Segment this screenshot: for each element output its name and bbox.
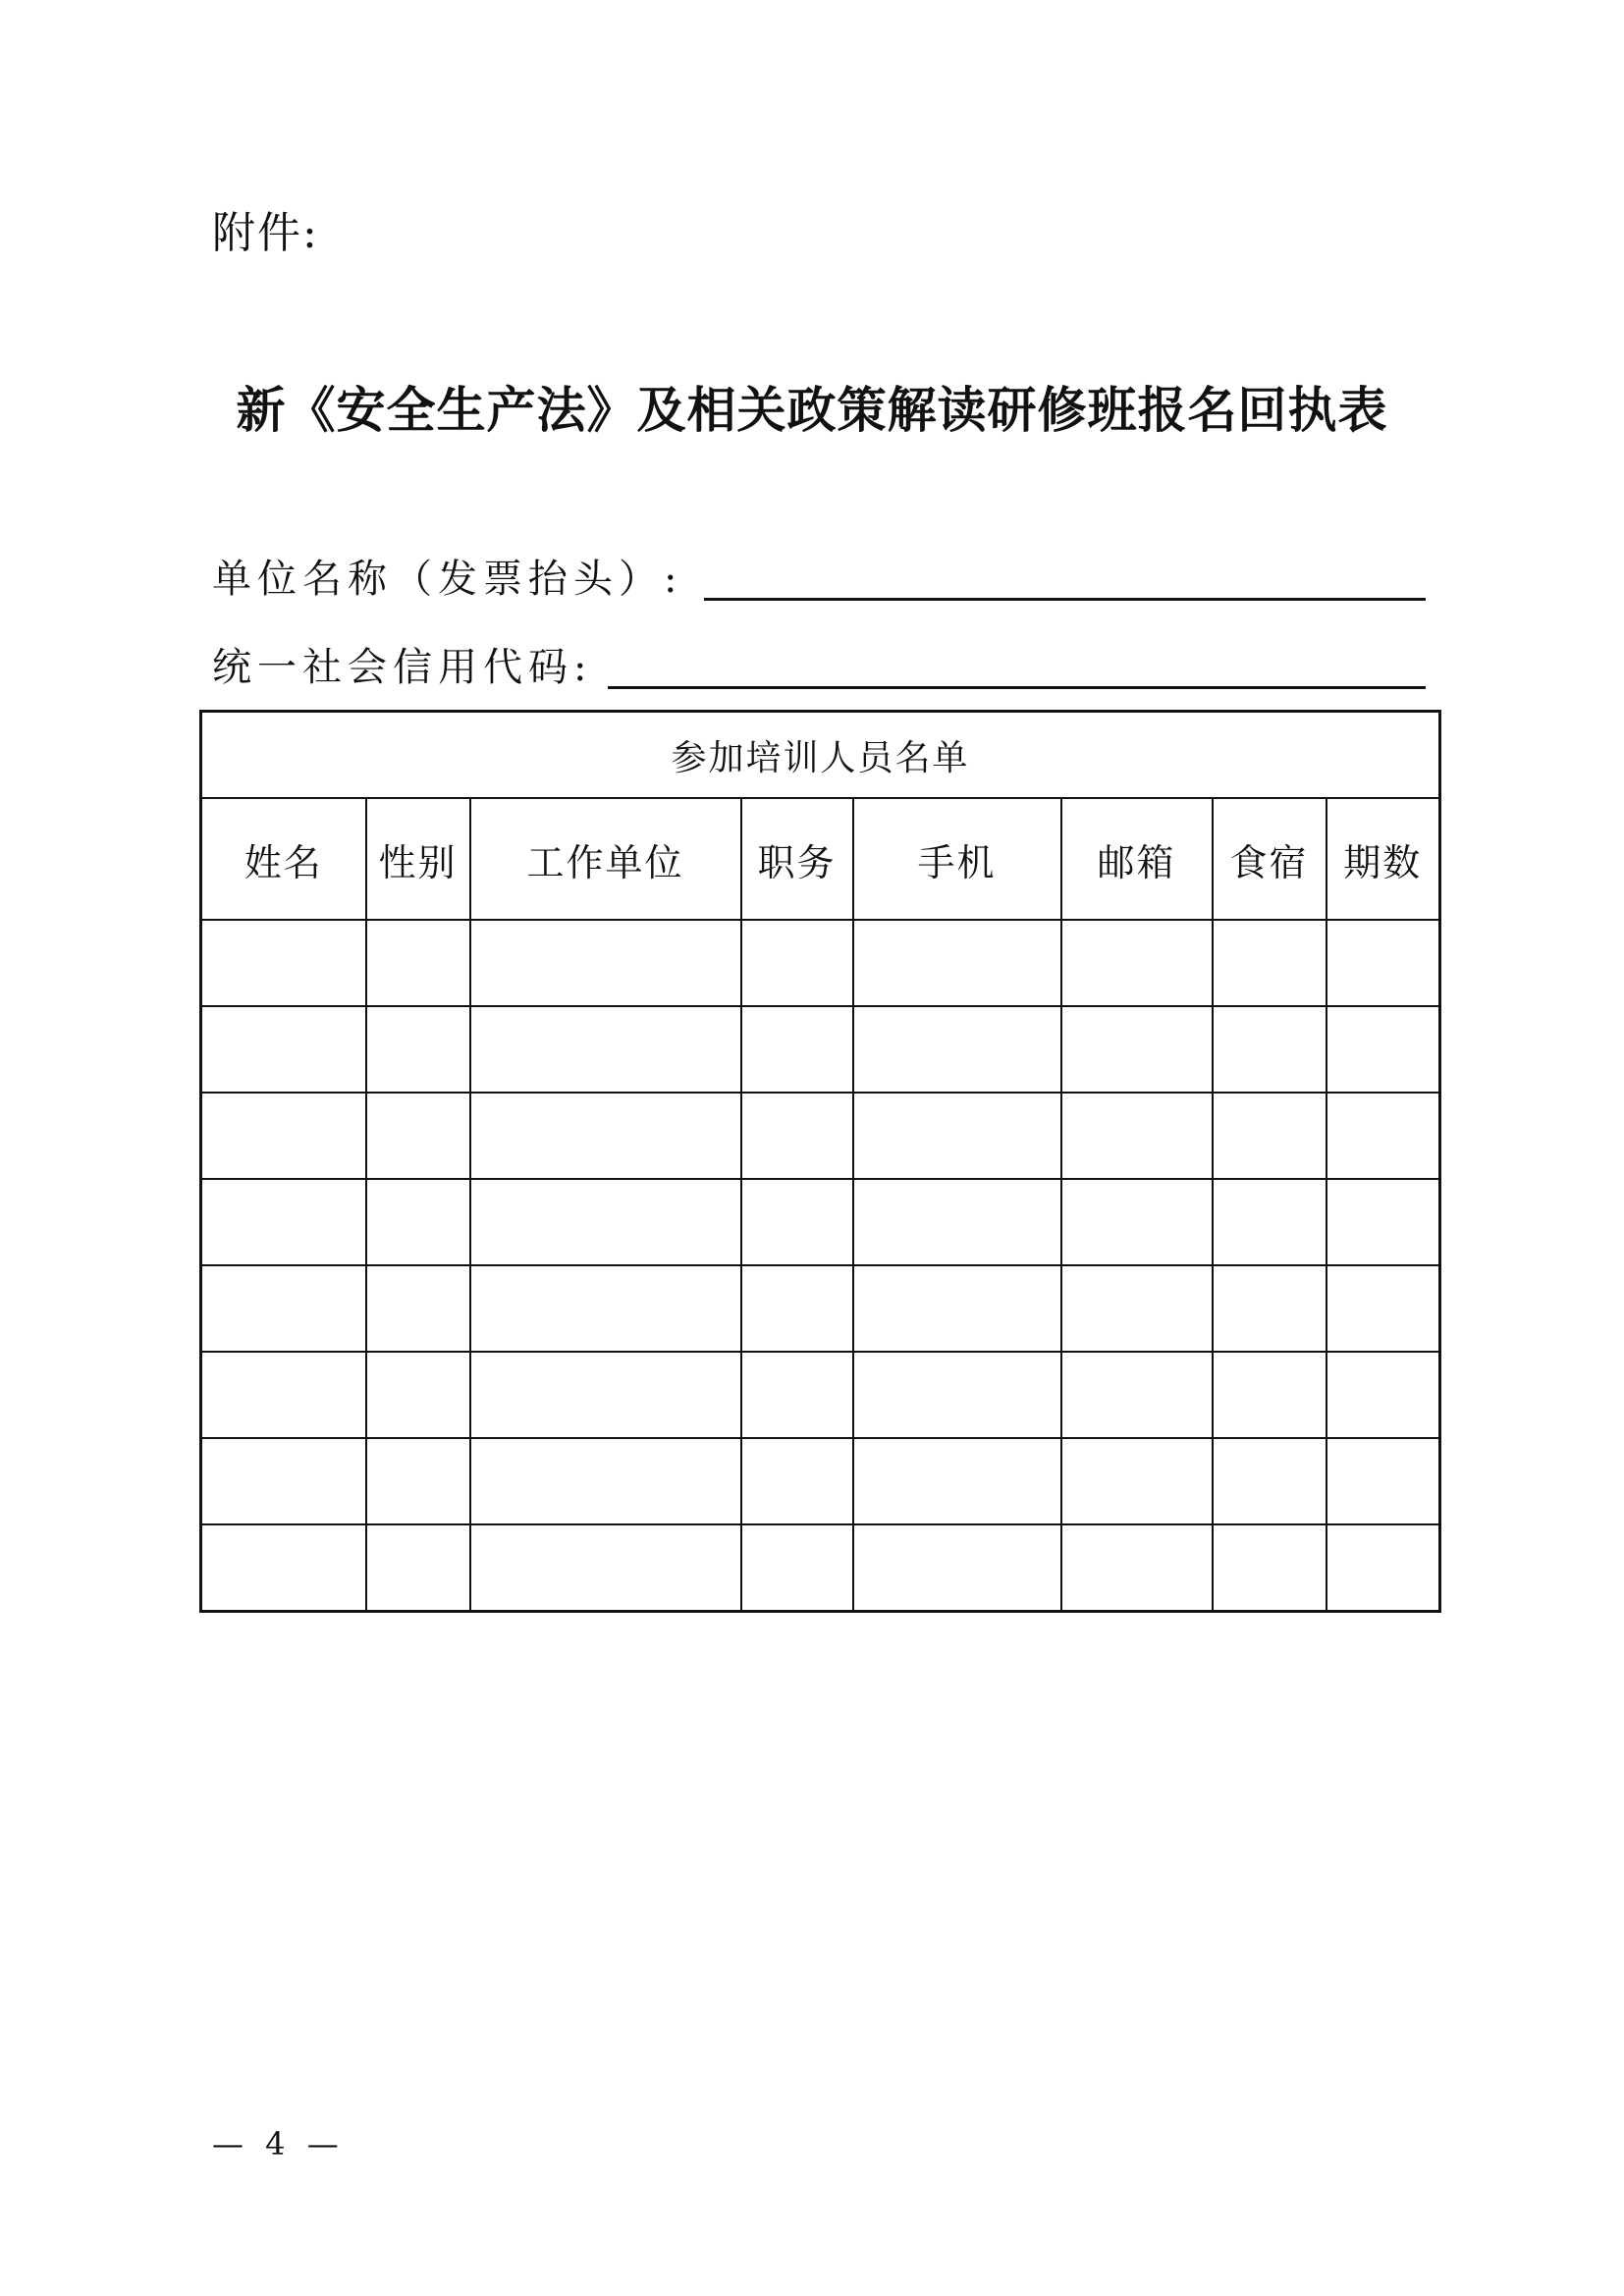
- unit-name-blank-line[interactable]: [704, 559, 1426, 601]
- table-row: [201, 1438, 1440, 1524]
- table-cell[interactable]: [201, 1265, 366, 1352]
- table-cell[interactable]: [853, 1006, 1061, 1093]
- table-cell[interactable]: [741, 1438, 853, 1524]
- table-cell[interactable]: [366, 1438, 470, 1524]
- column-header-position: 职务: [741, 798, 853, 920]
- table-cell[interactable]: [201, 1352, 366, 1438]
- table-cell[interactable]: [366, 1006, 470, 1093]
- table-cell[interactable]: [1326, 1524, 1440, 1612]
- table-cell[interactable]: [741, 1093, 853, 1179]
- table-cell[interactable]: [741, 1006, 853, 1093]
- table-cell[interactable]: [853, 1352, 1061, 1438]
- table-cell[interactable]: [1213, 1093, 1326, 1179]
- table-cell[interactable]: [470, 1352, 741, 1438]
- table-cell[interactable]: [201, 920, 366, 1006]
- table-cell[interactable]: [853, 1265, 1061, 1352]
- form-title: 新《安全生产法》及相关政策解读研修班报名回执表: [236, 381, 1388, 439]
- table-cell[interactable]: [1061, 1438, 1213, 1524]
- table-row: [201, 1093, 1440, 1179]
- table-cell[interactable]: [853, 1524, 1061, 1612]
- column-header-work-unit: 工作单位: [470, 798, 741, 920]
- table-cell[interactable]: [470, 1093, 741, 1179]
- table-row: [201, 1265, 1440, 1352]
- column-header-email: 邮箱: [1061, 798, 1213, 920]
- table-cell[interactable]: [1061, 1179, 1213, 1265]
- table-cell[interactable]: [1061, 920, 1213, 1006]
- table-cell[interactable]: [470, 1524, 741, 1612]
- credit-code-field: [212, 638, 1426, 697]
- table-cell[interactable]: [741, 1352, 853, 1438]
- table-row: [201, 1352, 1440, 1438]
- attachment-label: 附件:: [212, 208, 319, 258]
- page-number: — 4 —: [212, 2125, 345, 2163]
- table-cell[interactable]: [1061, 1524, 1213, 1612]
- column-header-mobile: 手机: [853, 798, 1061, 920]
- table-cell[interactable]: [1213, 1524, 1326, 1612]
- table-cell[interactable]: [1326, 920, 1440, 1006]
- table-cell[interactable]: [1213, 1352, 1326, 1438]
- table-cell[interactable]: [201, 1179, 366, 1265]
- table-cell[interactable]: [366, 1179, 470, 1265]
- table-cell[interactable]: [201, 1006, 366, 1093]
- table-cell[interactable]: [741, 920, 853, 1006]
- column-header-session: 期数: [1326, 798, 1440, 920]
- table-cell[interactable]: [1326, 1352, 1440, 1438]
- table-cell[interactable]: [201, 1524, 366, 1612]
- table-cell[interactable]: [366, 1265, 470, 1352]
- table-cell[interactable]: [470, 1179, 741, 1265]
- table-caption: 参加培训人员名单: [201, 712, 1440, 799]
- table-cell[interactable]: [201, 1093, 366, 1179]
- table-cell[interactable]: [366, 1093, 470, 1179]
- table-cell[interactable]: [470, 920, 741, 1006]
- table-cell[interactable]: [1213, 1179, 1326, 1265]
- table-cell[interactable]: [1326, 1265, 1440, 1352]
- table-row: [201, 1524, 1440, 1612]
- column-header-accommodation: 食宿: [1213, 798, 1326, 920]
- credit-code-blank-line[interactable]: [608, 647, 1426, 689]
- unit-name-field: [212, 550, 1426, 609]
- table-cell[interactable]: [366, 1352, 470, 1438]
- column-header-gender: 性别: [366, 798, 470, 920]
- table-cell[interactable]: [1061, 1352, 1213, 1438]
- table-cell[interactable]: [201, 1438, 366, 1524]
- unit-name-label: 单位名称（发票抬头）:: [212, 557, 683, 602]
- table-row: [201, 1006, 1440, 1093]
- table-cell[interactable]: [853, 1179, 1061, 1265]
- participant-table: [199, 710, 1441, 1613]
- table-row: [201, 1179, 1440, 1265]
- table-cell[interactable]: [853, 920, 1061, 1006]
- table-row: [201, 920, 1440, 1006]
- table-cell[interactable]: [1213, 920, 1326, 1006]
- credit-code-label: 统一社会信用代码:: [212, 645, 593, 690]
- table-cell[interactable]: [853, 1438, 1061, 1524]
- table-cell[interactable]: [470, 1265, 741, 1352]
- table-cell[interactable]: [853, 1093, 1061, 1179]
- table-cell[interactable]: [1061, 1006, 1213, 1093]
- table-cell[interactable]: [1061, 1265, 1213, 1352]
- table-cell[interactable]: [1061, 1093, 1213, 1179]
- table-cell[interactable]: [741, 1524, 853, 1612]
- table-cell[interactable]: [1213, 1438, 1326, 1524]
- table-cell[interactable]: [1213, 1265, 1326, 1352]
- table-cell[interactable]: [1326, 1438, 1440, 1524]
- table-cell[interactable]: [366, 920, 470, 1006]
- table-cell[interactable]: [1326, 1179, 1440, 1265]
- table-cell[interactable]: [741, 1179, 853, 1265]
- table-cell[interactable]: [1326, 1093, 1440, 1179]
- table-cell[interactable]: [366, 1524, 470, 1612]
- table-cell[interactable]: [741, 1265, 853, 1352]
- table-cell[interactable]: [1326, 1006, 1440, 1093]
- table-cell[interactable]: [470, 1438, 741, 1524]
- column-header-name: 姓名: [201, 798, 366, 920]
- table-cell[interactable]: [1213, 1006, 1326, 1093]
- table-cell[interactable]: [470, 1006, 741, 1093]
